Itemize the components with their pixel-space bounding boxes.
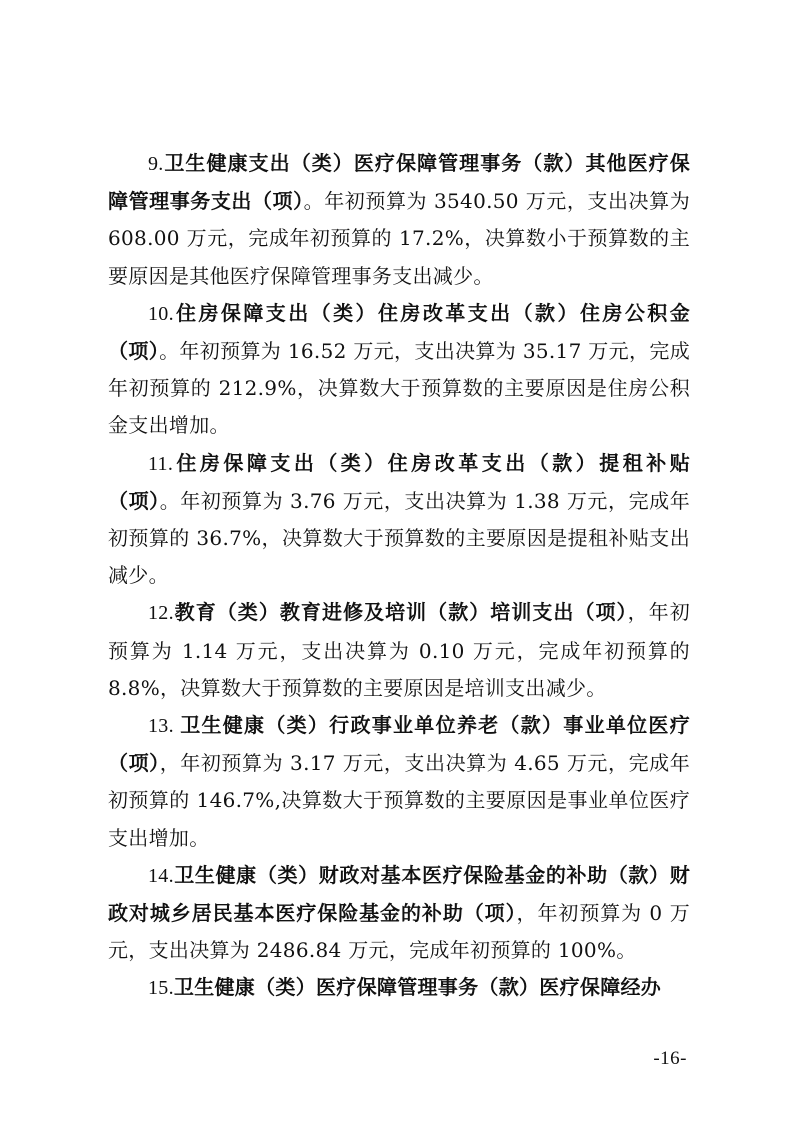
item-heading: 住房保障支出（类）住房改革支出（款）提租补贴（项）	[108, 450, 690, 513]
item-number: 15.	[148, 977, 174, 1000]
paragraph-item-12	[108, 594, 690, 707]
item-body: ，年初预算为 0 万元，支出决算为 2486.84 万元，完成年初预算的 100%。	[108, 901, 690, 963]
item-heading: 卫生健康支出（类）医疗保障管理事务（款）其他医疗保障管理事务支出（项）	[108, 151, 690, 214]
paragraph-item-14	[108, 857, 690, 970]
item-body: 。年初预算为 3540.50 万元，支出决算为 608.00 万元，完成年初预算的 17.2%，决算数小于预算数的主要原因是其他医疗保障管理事务支出减少。	[108, 189, 690, 288]
item-body: 。年初预算为 3.76 万元，支出决算为 1.38 万元，完成年初预算的 36.7%，决算数大于预算数的主要原因是提租补贴支出减少。	[108, 488, 691, 588]
page-number: -16-	[653, 1048, 687, 1069]
item-number: 12.	[148, 602, 174, 625]
page-body	[108, 145, 690, 1008]
paragraph-item-10	[108, 295, 690, 445]
item-heading: 卫生健康（类）医疗保障管理事务（款）医疗保障经办	[173, 975, 662, 1000]
item-body: 。年初预算为 16.52 万元，支出决算为 35.17 万元，完成年初预算的 212.9%，决算数大于预算数的主要原因是住房公积金支出增加。	[108, 339, 691, 438]
item-body: ，年初预算为 1.14 万元，支出决算为 0.10 万元，完成年初预算的 8.8%，决算数大于预算数的主要原因是培训支出减少。	[108, 600, 690, 700]
item-heading: 卫生健康（类）行政事业单位养老（款）事业单位医疗（项）	[108, 713, 690, 776]
item-number: 14.	[148, 864, 174, 887]
item-number: 10.	[148, 302, 174, 325]
item-number: 9.	[148, 153, 164, 175]
item-body: ，年初预算为 3.17 万元，支出决算为 4.65 万元，完成年初预算的 146.7%,决算数大于预算数的主要原因是事业单位医疗支出增加。	[108, 751, 691, 850]
item-heading: 教育（类）教育进修及培训（款）培训支出（项）	[173, 600, 628, 625]
paragraph-item-11	[108, 445, 690, 595]
paragraph-item-13	[108, 707, 690, 857]
paragraph-item-9	[108, 145, 690, 295]
item-heading: 住房保障支出（类）住房改革支出（款）住房公积金（项）	[108, 300, 690, 364]
paragraph-item-15	[108, 969, 690, 1007]
item-number: 13.	[148, 715, 181, 738]
item-heading: 卫生健康（类）财政对基本医疗保险基金的补助（款）财政对城乡居民基本医疗保险基金的补助（项）	[108, 862, 690, 926]
item-number: 11.	[148, 452, 174, 475]
